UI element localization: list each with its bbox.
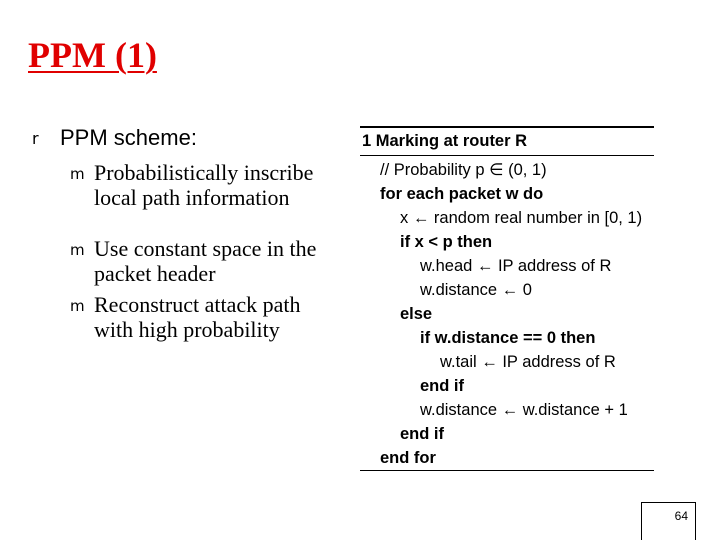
- algorithm-line: w.tail ← IP address of R: [440, 353, 616, 371]
- algorithm-line: w.distance ← 0: [420, 281, 532, 299]
- algorithm-bottom-rule: [360, 470, 654, 471]
- bullet-marker-icon: r: [32, 129, 39, 148]
- main-bullet-text: PPM scheme:: [60, 125, 197, 150]
- algorithm-title: 1 Marking at router R: [362, 132, 528, 150]
- page-number: 64: [641, 502, 696, 540]
- algorithm-top-rule: [360, 126, 654, 128]
- algorithm-line: w.head ← IP address of R: [420, 257, 612, 275]
- algorithm-line: end if: [400, 425, 444, 443]
- sub-bullet-text: Use constant space in the packet header: [94, 236, 317, 286]
- algorithm-line: if x < p then: [400, 233, 493, 251]
- sub-bullet-text: Probabilistically inscribe local path information: [94, 160, 314, 210]
- sub-bullet-marker-icon: m: [70, 241, 85, 259]
- algorithm-line: // Probability p ∈ (0, 1): [380, 161, 547, 179]
- algorithm-line: for each packet w do: [380, 185, 544, 203]
- sub-bullet-marker-icon: m: [70, 297, 85, 315]
- algorithm-line: if w.distance == 0 then: [420, 329, 596, 347]
- algorithm-header-rule: [360, 155, 654, 156]
- slide-title: PPM (1): [28, 35, 157, 75]
- algorithm-line: end for: [380, 449, 436, 467]
- sub-bullet-text: Reconstruct attack path with high probability: [94, 292, 301, 342]
- algorithm-line: w.distance ← w.distance + 1: [420, 401, 628, 419]
- algorithm-line: x ← random real number in [0, 1): [400, 209, 643, 227]
- algorithm-line: else: [400, 305, 433, 323]
- algorithm-line: end if: [420, 377, 464, 395]
- sub-bullet-marker-icon: m: [70, 165, 85, 183]
